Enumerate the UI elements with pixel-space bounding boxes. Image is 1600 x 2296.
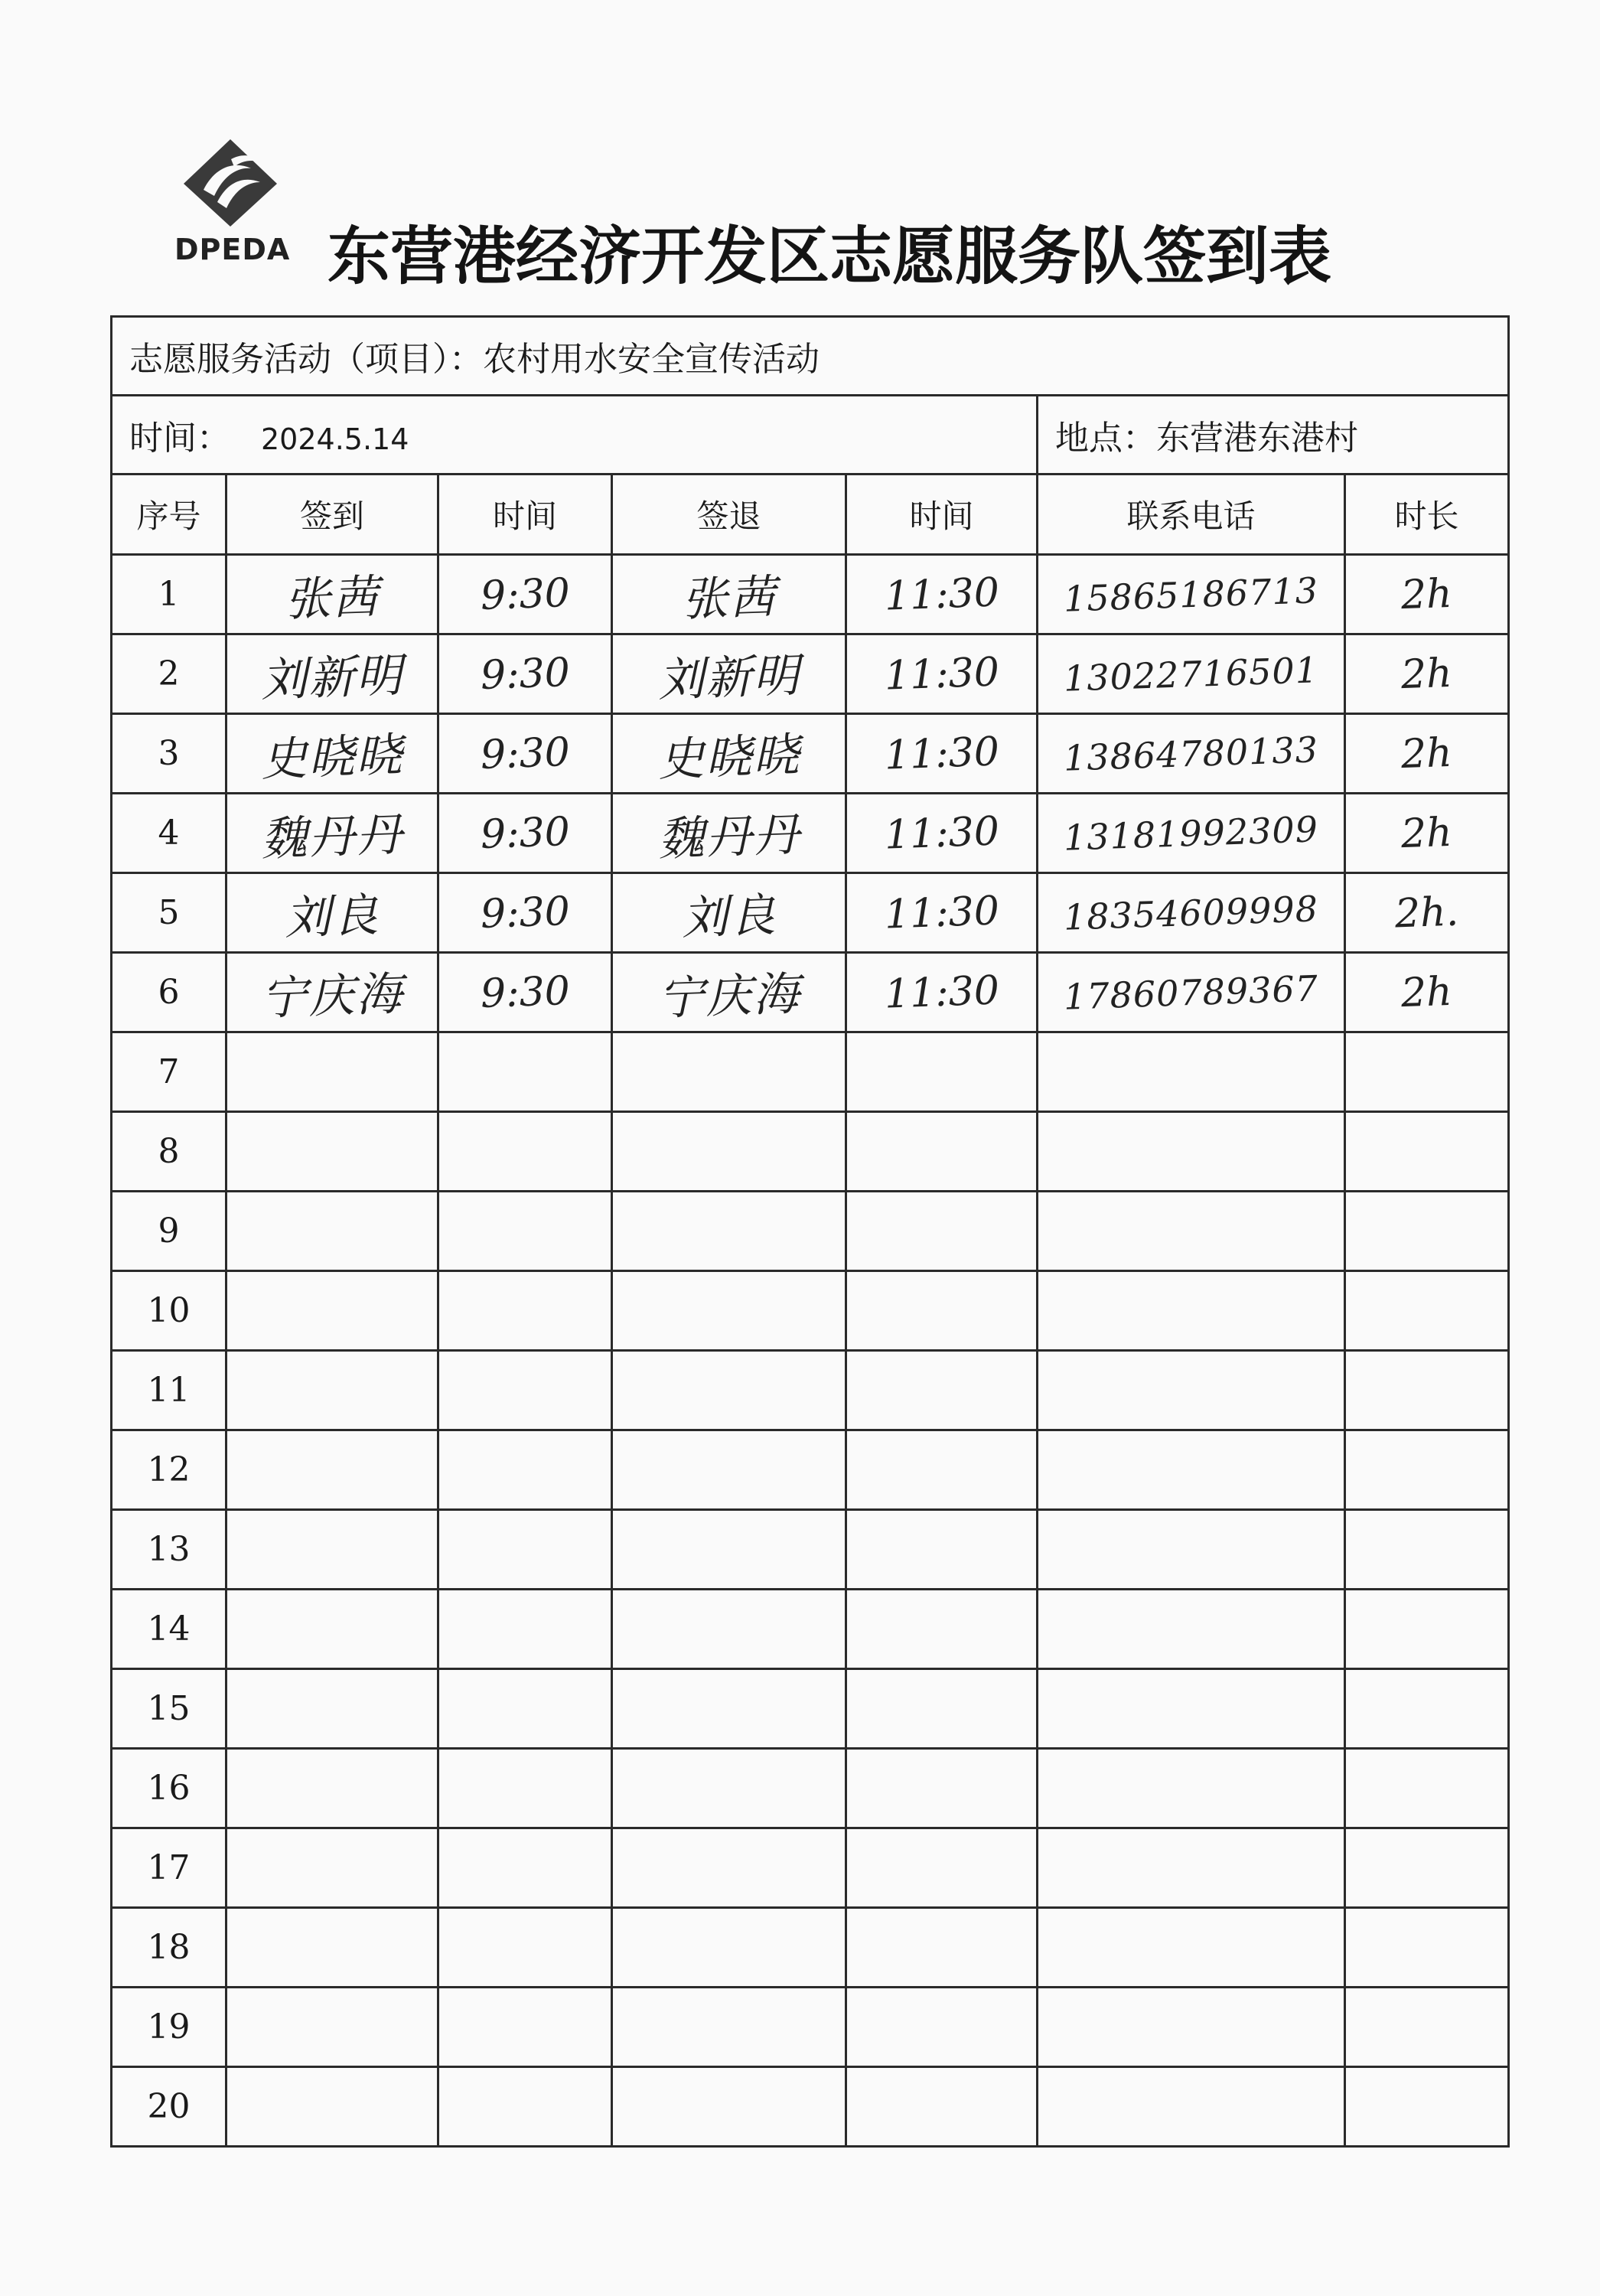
duration-cell	[1345, 1749, 1509, 1828]
phone-number: 15865186713	[1063, 569, 1319, 620]
phone-number-cell	[1038, 2067, 1345, 2147]
row-number-cell	[112, 1430, 226, 1510]
sign-in-signature-cell	[226, 953, 438, 1032]
sign-in-signature: 刘良	[283, 888, 381, 945]
row-number: 2	[158, 654, 180, 693]
sign-out-signature-cell	[612, 714, 846, 794]
duration: 2h	[1400, 968, 1453, 1016]
duration-cell	[1345, 1590, 1509, 1669]
duration: 2h	[1400, 809, 1453, 857]
sign-in-time-cell	[438, 634, 612, 714]
phone-number-cell	[1038, 953, 1345, 1032]
duration-cell	[1345, 1112, 1509, 1192]
sign-in-signature-cell	[226, 1192, 438, 1271]
duration-cell	[1345, 1032, 1509, 1112]
sign-in-time-cell	[438, 714, 612, 794]
phone-number-cell	[1038, 1430, 1345, 1510]
sign-out-signature-cell	[612, 1192, 846, 1271]
sign-out-time-cell	[846, 1351, 1038, 1430]
table-row	[112, 1510, 1509, 1590]
row-number: 19	[147, 2007, 191, 2047]
sign-out-signature-cell	[612, 1669, 846, 1749]
dpeda-logo-icon	[181, 136, 280, 228]
sign-in-signature-cell	[226, 1988, 438, 2067]
sign-out-signature: 刘新明	[657, 648, 801, 707]
sign-out-signature-cell	[612, 634, 846, 714]
sign-out-time-cell	[846, 1510, 1038, 1590]
location-value: 东营港东港村	[1156, 419, 1358, 458]
table-row	[112, 1828, 1509, 1908]
sign-out-signature-cell	[612, 1908, 846, 1988]
sign-out-time-cell	[846, 1271, 1038, 1351]
sign-out-time-cell	[846, 1112, 1038, 1192]
duration-cell	[1345, 1271, 1509, 1351]
sign-in-signature-cell	[226, 1749, 438, 1828]
table-row	[112, 794, 1509, 873]
time-location-row	[112, 396, 1509, 475]
duration-cell	[1345, 1510, 1509, 1590]
sign-in-time-cell	[438, 1271, 612, 1351]
table-row	[112, 714, 1509, 794]
phone-number-cell	[1038, 1112, 1345, 1192]
table-row	[112, 873, 1509, 953]
sign-out-time-cell	[846, 1032, 1038, 1112]
table-row	[112, 1271, 1509, 1351]
row-number-cell	[112, 1192, 226, 1271]
sign-in-time-cell	[438, 1192, 612, 1271]
phone-number-cell	[1038, 1032, 1345, 1112]
duration-cell	[1345, 1351, 1509, 1430]
sign-out-time-cell	[846, 1430, 1038, 1510]
sign-in-signature-cell	[226, 1510, 438, 1590]
sign-in-signature: 史晓晓	[260, 728, 405, 787]
sign-out-signature-cell	[612, 1590, 846, 1669]
phone-number-cell	[1038, 794, 1345, 873]
table-row	[112, 1988, 1509, 2067]
row-number: 16	[147, 1769, 191, 1808]
sign-out-signature-cell	[612, 873, 846, 953]
sign-out-time-cell	[846, 1828, 1038, 1908]
sign-out-time: 11:30	[883, 807, 1000, 859]
sign-in-signature-cell	[226, 1351, 438, 1430]
row-number: 4	[158, 814, 180, 853]
phone-number-cell	[1038, 1510, 1345, 1590]
row-number-cell	[112, 873, 226, 953]
sign-in-signature-cell	[226, 1271, 438, 1351]
sign-in-signature-cell	[226, 1590, 438, 1669]
page-title: 东营港经济开发区志愿服务队签到表	[327, 220, 1332, 293]
activity-cell	[112, 317, 1509, 396]
row-number: 3	[158, 734, 180, 773]
sign-out-time: 11:30	[883, 887, 1000, 938]
sign-out-time-cell	[846, 555, 1038, 634]
phone-number-cell	[1038, 1988, 1345, 2067]
row-number-cell	[112, 634, 226, 714]
sign-in-time-cell	[438, 1430, 612, 1510]
row-number-cell	[112, 1271, 226, 1351]
duration-cell	[1345, 1828, 1509, 1908]
sign-out-signature: 魏丹丹	[657, 807, 801, 866]
sign-in-signature-cell	[226, 794, 438, 873]
sign-out-time-cell	[846, 1590, 1038, 1669]
activity-label: 志愿服务活动（项目）：	[129, 340, 483, 379]
sign-out-time-cell	[846, 1988, 1038, 2067]
time-label: 时间：	[129, 419, 230, 458]
sign-in-time-cell	[438, 1032, 612, 1112]
col-header-sign-in: 签到	[226, 475, 438, 555]
col-header-in-time: 时间	[438, 475, 612, 555]
table-row	[112, 1669, 1509, 1749]
sign-in-signature-cell	[226, 1669, 438, 1749]
phone-number: 13022716501	[1063, 648, 1319, 700]
row-number: 1	[158, 575, 180, 614]
phone-number-cell	[1038, 555, 1345, 634]
sign-out-signature: 宁庆海	[657, 967, 801, 1026]
row-number-cell	[112, 1510, 226, 1590]
duration-cell	[1345, 1192, 1509, 1271]
col-header-out-time: 时间	[846, 475, 1038, 555]
row-number-cell	[112, 714, 226, 794]
col-header-duration: 时长	[1345, 475, 1509, 555]
sign-in-time-cell	[438, 873, 612, 953]
table-row	[112, 1192, 1509, 1271]
sign-in-time: 9:30	[479, 888, 571, 938]
time-value: 2024.5.14	[261, 422, 409, 456]
sign-in-time: 9:30	[479, 729, 571, 778]
table-row	[112, 1112, 1509, 1192]
duration-cell	[1345, 634, 1509, 714]
table-row	[112, 953, 1509, 1032]
row-number: 7	[158, 1052, 180, 1091]
row-number: 18	[147, 1928, 191, 1967]
row-number-cell	[112, 953, 226, 1032]
sign-out-time-cell	[846, 873, 1038, 953]
phone-number-cell	[1038, 1351, 1345, 1430]
row-number: 5	[158, 893, 180, 932]
duration-cell	[1345, 1908, 1509, 1988]
duration-cell	[1345, 555, 1509, 634]
sign-in-time-cell	[438, 2067, 612, 2147]
row-number-cell	[112, 1988, 226, 2067]
row-number: 10	[147, 1291, 191, 1330]
location-label: 地点：	[1055, 419, 1156, 458]
logo-text: DPEDA	[174, 233, 291, 266]
duration-cell	[1345, 1430, 1509, 1510]
sign-in-signature-cell	[226, 1032, 438, 1112]
sign-in-signature: 宁庆海	[260, 967, 405, 1026]
sign-in-time: 9:30	[479, 808, 571, 858]
row-number: 15	[147, 1689, 191, 1728]
phone-number: 17860789367	[1063, 967, 1319, 1018]
table-row	[112, 1351, 1509, 1430]
phone-number-cell	[1038, 634, 1345, 714]
time-cell	[112, 396, 1038, 475]
sign-in-table	[110, 315, 1510, 2148]
row-number: 20	[147, 2087, 191, 2126]
phone-number-cell	[1038, 1271, 1345, 1351]
phone-number-cell	[1038, 714, 1345, 794]
sign-out-signature: 刘良	[680, 888, 777, 945]
sign-in-signature-cell	[226, 2067, 438, 2147]
dpeda-logo	[174, 136, 289, 266]
sign-out-signature-cell	[612, 794, 846, 873]
sign-in-signature: 魏丹丹	[260, 807, 405, 866]
table-row	[112, 1590, 1509, 1669]
table-row	[112, 1032, 1509, 1112]
duration-cell	[1345, 2067, 1509, 2147]
table-row	[112, 634, 1509, 714]
sign-out-time: 11:30	[883, 967, 1000, 1018]
sign-out-time-cell	[846, 1669, 1038, 1749]
duration-cell	[1345, 714, 1509, 794]
sign-out-time-cell	[846, 634, 1038, 714]
row-number-cell	[112, 1908, 226, 1988]
sign-out-time-cell	[846, 1749, 1038, 1828]
row-number: 9	[158, 1212, 180, 1251]
sign-out-time-cell	[846, 1908, 1038, 1988]
sign-in-signature-cell	[226, 555, 438, 634]
sign-out-time: 11:30	[883, 728, 1000, 779]
sign-out-signature-cell	[612, 1749, 846, 1828]
row-number: 14	[147, 1609, 191, 1649]
col-header-sign-out: 签退	[612, 475, 846, 555]
sign-out-signature-cell	[612, 555, 846, 634]
sign-out-signature-cell	[612, 1988, 846, 2067]
row-number: 13	[147, 1530, 191, 1569]
sign-out-signature-cell	[612, 1271, 846, 1351]
sign-in-time-cell	[438, 953, 612, 1032]
sign-out-time-cell	[846, 2067, 1038, 2147]
sign-out-signature: 史晓晓	[657, 728, 801, 787]
phone-number-cell	[1038, 873, 1345, 953]
sign-in-signature-cell	[226, 714, 438, 794]
duration: 2h.	[1393, 889, 1460, 937]
sign-in-time: 9:30	[479, 569, 571, 619]
phone-number: 18354609998	[1063, 887, 1319, 938]
col-header-phone: 联系电话	[1038, 475, 1345, 555]
duration-cell	[1345, 1988, 1509, 2067]
sign-in-time-cell	[438, 1908, 612, 1988]
sign-in-time-cell	[438, 1351, 612, 1430]
sign-out-time-cell	[846, 794, 1038, 873]
col-header-no: 序号	[112, 475, 226, 555]
activity-row	[112, 317, 1509, 396]
row-number-cell	[112, 794, 226, 873]
table-row	[112, 1430, 1509, 1510]
row-number: 8	[158, 1132, 180, 1171]
phone-number-cell	[1038, 1192, 1345, 1271]
row-number: 6	[158, 973, 180, 1012]
column-header-row	[112, 475, 1509, 555]
sign-in-signature: 张茜	[283, 569, 381, 627]
sign-out-signature: 张茜	[680, 569, 777, 627]
sign-out-time-cell	[846, 1192, 1038, 1271]
sign-in-signature-cell	[226, 873, 438, 953]
sign-in-time-cell	[438, 1988, 612, 2067]
phone-number-cell	[1038, 1669, 1345, 1749]
row-number-cell	[112, 555, 226, 634]
sign-in-time-cell	[438, 1510, 612, 1590]
duration-cell	[1345, 953, 1509, 1032]
duration: 2h	[1400, 729, 1453, 778]
phone-number: 13864780133	[1063, 728, 1319, 779]
sign-in-time: 9:30	[479, 967, 571, 1017]
duration: 2h	[1400, 570, 1453, 618]
sign-out-time-cell	[846, 953, 1038, 1032]
row-number-cell	[112, 1112, 226, 1192]
sign-out-signature-cell	[612, 1828, 846, 1908]
sign-in-time-cell	[438, 1749, 612, 1828]
row-number-cell	[112, 1749, 226, 1828]
table-row	[112, 555, 1509, 634]
sign-in-signature-cell	[226, 1908, 438, 1988]
sign-out-signature-cell	[612, 1112, 846, 1192]
row-number: 17	[147, 1848, 191, 1887]
sign-out-signature-cell	[612, 1430, 846, 1510]
sign-in-time-cell	[438, 1112, 612, 1192]
duration-cell	[1345, 794, 1509, 873]
sign-in-time-cell	[438, 1828, 612, 1908]
sign-out-signature-cell	[612, 1032, 846, 1112]
activity-value: 农村用水安全宣传活动	[483, 340, 820, 379]
sign-out-signature-cell	[612, 1351, 846, 1430]
row-number-cell	[112, 1590, 226, 1669]
table-row	[112, 2067, 1509, 2147]
sign-in-signature-cell	[226, 1828, 438, 1908]
sign-out-signature-cell	[612, 953, 846, 1032]
sign-in-time-cell	[438, 1590, 612, 1669]
sign-out-signature-cell	[612, 1510, 846, 1590]
sign-out-time: 11:30	[883, 569, 1000, 620]
sign-in-time-cell	[438, 555, 612, 634]
sign-in-signature: 刘新明	[260, 648, 405, 707]
row-number: 12	[147, 1450, 191, 1489]
location-cell	[1038, 396, 1509, 475]
table-row	[112, 1908, 1509, 1988]
sign-in-signature-cell	[226, 1112, 438, 1192]
row-number-cell	[112, 1032, 226, 1112]
sign-out-time-cell	[846, 714, 1038, 794]
row-number: 11	[147, 1371, 191, 1410]
phone-number-cell	[1038, 1749, 1345, 1828]
sign-in-time-cell	[438, 794, 612, 873]
sign-in-signature-cell	[226, 634, 438, 714]
phone-number: 13181992309	[1063, 807, 1319, 859]
sign-in-time-cell	[438, 1669, 612, 1749]
phone-number-cell	[1038, 1908, 1345, 1988]
duration: 2h	[1400, 650, 1453, 698]
sign-out-time: 11:30	[883, 648, 1000, 700]
row-number-cell	[112, 1669, 226, 1749]
table-row	[112, 1749, 1509, 1828]
phone-number-cell	[1038, 1828, 1345, 1908]
sign-in-signature-cell	[226, 1430, 438, 1510]
sign-out-signature-cell	[612, 2067, 846, 2147]
row-number-cell	[112, 1351, 226, 1430]
sign-in-time: 9:30	[479, 649, 571, 699]
phone-number-cell	[1038, 1590, 1345, 1669]
duration-cell	[1345, 1669, 1509, 1749]
row-number-cell	[112, 2067, 226, 2147]
row-number-cell	[112, 1828, 226, 1908]
duration-cell	[1345, 873, 1509, 953]
